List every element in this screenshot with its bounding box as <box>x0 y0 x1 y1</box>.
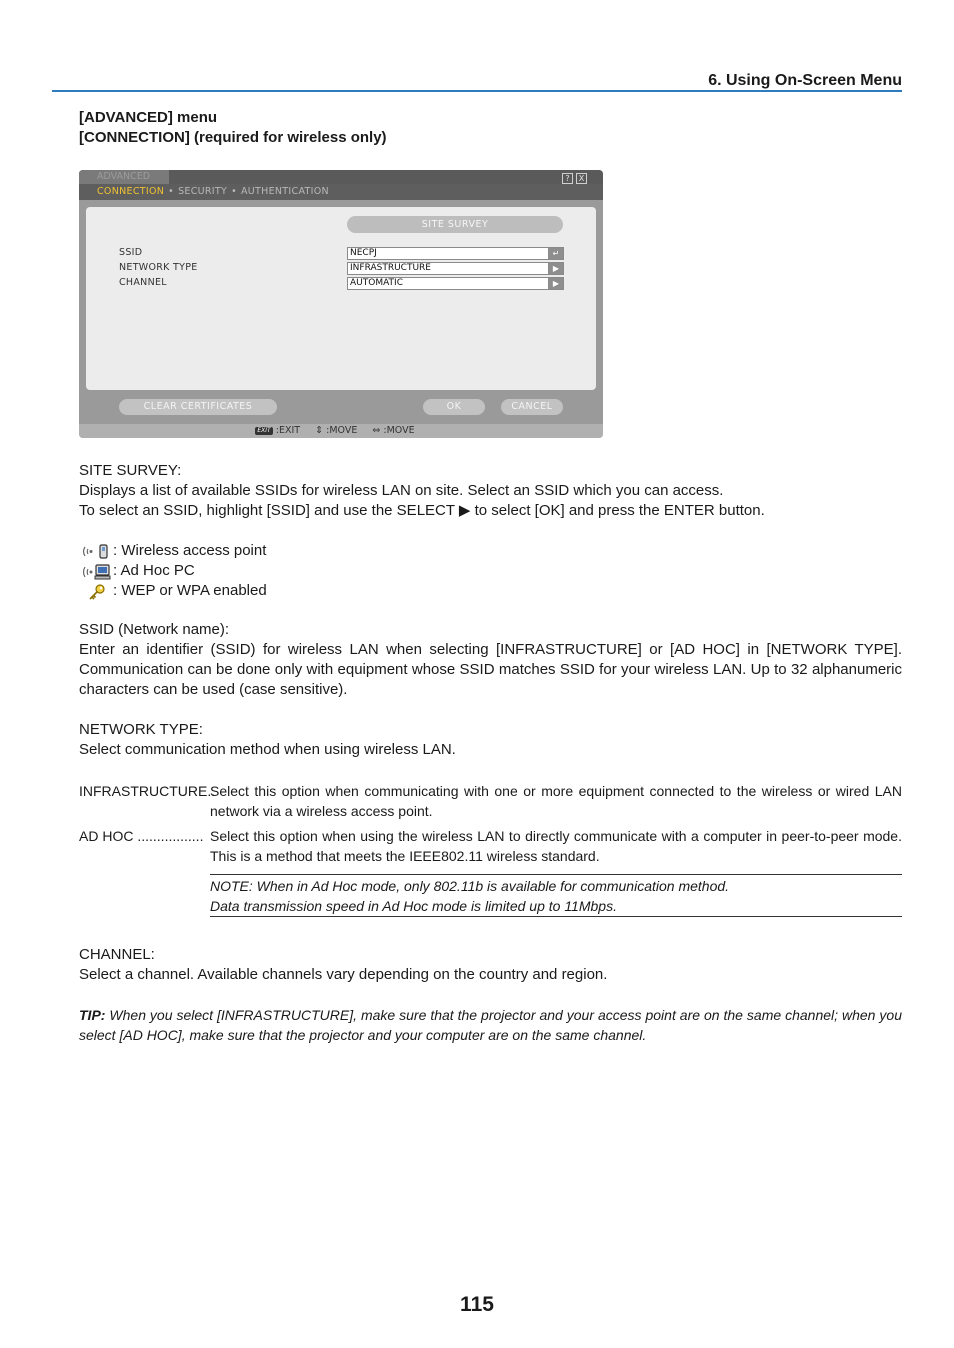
osd-subtab-authentication[interactable]: AUTHENTICATION <box>241 186 329 197</box>
wireless-access-point-icon <box>81 544 111 559</box>
dot-separator-icon: • <box>168 186 175 197</box>
ssid-title: SSID (Network name): <box>79 621 230 638</box>
site-survey-line1: Displays a list of available SSIDs for wireless LAN on site. Select an SSID which you can access. <box>79 482 724 499</box>
osd-subtab-security[interactable]: SECURITY <box>178 186 228 197</box>
osd-connection-menu <box>79 170 603 438</box>
channel-label: CHANNEL <box>119 277 167 288</box>
arrow-right-icon[interactable]: ▶ <box>548 277 564 290</box>
legend-ad-hoc-text: : Ad Hoc PC <box>113 562 195 579</box>
exit-hint: :EXIT <box>275 425 301 436</box>
osd-subtab-connection[interactable]: CONNECTION <box>97 186 165 197</box>
site-survey-line2: To select an SSID, highlight [SSID] and use the SELECT ▶ to select [OK] and press the ENTER button. <box>79 502 765 519</box>
legend-wep-wpa-text: : WEP or WPA enabled <box>113 582 267 599</box>
ok-button[interactable]: OK <box>423 399 485 415</box>
osd-subtab-bar <box>79 184 603 200</box>
section-title: 6. Using On-Screen Menu <box>708 72 902 89</box>
option-infrastructure-term: INFRASTRUCTURE.. <box>79 783 216 799</box>
heading-connection: [CONNECTION] (required for wireless only) <box>79 129 387 146</box>
ad-hoc-pc-icon <box>81 564 111 580</box>
dot-separator-icon: • <box>231 186 237 197</box>
option-ad-hoc-desc: Select this option when using the wireless LAN to directly communicate with a computer in peer-to-peer mode. This is a method that meets the IEEE802.11 wireless standard. <box>210 828 902 864</box>
close-icon[interactable]: X <box>576 173 587 184</box>
tip-text: When you select [INFRASTRUCTURE], make sure that the projector and your access point are on the same channel; when you select [AD HOC], make sure that the projector and your computer are on the same channel. <box>79 1007 902 1043</box>
ad-hoc-note <box>210 874 902 917</box>
enter-icon[interactable]: ↵ <box>548 247 564 260</box>
legend-row-ad-hoc <box>79 561 379 581</box>
note-line1: NOTE: When in Ad Hoc mode, only 802.11b is available for communication method. <box>210 878 730 894</box>
arrow-right-icon[interactable]: ▶ <box>548 262 564 275</box>
option-infrastructure-desc: Select this option when communicating with one or more equipment connected to the wireless or wired LAN network via a wireless access point. <box>210 783 902 819</box>
osd-status-bar <box>79 424 603 438</box>
site-survey-button[interactable]: SITE SURVEY <box>347 216 563 233</box>
ssid-body: Enter an identifier (SSID) for wireless LAN when selecting [INFRASTRUCTURE] or [AD HOC] in [NETWORK TYPE]. Communication can be done only with equipment whose SSID matches SSID for your wireless LAN. Up to 32 alphanumeric characters can be used (case sensitive). <box>79 641 902 698</box>
header-rule <box>52 90 902 92</box>
network-type-label: NETWORK TYPE <box>119 262 198 273</box>
updown-arrow-icon: ⇕ <box>315 425 324 436</box>
ssid-field[interactable]: NECPJ <box>347 247 551 260</box>
note-line2: Data transmission speed in Ad Hoc mode is limited up to 11Mbps. <box>210 898 617 914</box>
channel-body: Select a channel. Available channels vary depending on the country and region. <box>79 966 608 983</box>
osd-tab-advanced[interactable]: ADVANCED <box>79 170 169 184</box>
move-horizontal-hint: :MOVE <box>383 425 415 436</box>
page-number: 115 <box>460 1293 494 1316</box>
network-type-title: NETWORK TYPE: <box>79 721 203 738</box>
option-ad-hoc-term: AD HOC ................. <box>79 828 204 844</box>
tip-label: TIP: <box>79 1007 106 1023</box>
channel-field[interactable]: AUTOMATIC <box>347 277 551 290</box>
help-icon[interactable]: ? <box>562 173 573 184</box>
exit-key-icon: EXIT <box>257 427 271 434</box>
clear-certificates-button[interactable]: CLEAR CERTIFICATES <box>119 399 277 415</box>
osd-content-panel <box>86 207 596 390</box>
site-survey-title: SITE SURVEY: <box>79 462 182 479</box>
heading-advanced-menu: [ADVANCED] menu <box>79 109 218 126</box>
ssid-label: SSID <box>119 247 143 258</box>
network-type-body: Select communication method when using wireless LAN. <box>79 741 456 758</box>
legend-row-wep-wpa <box>79 581 379 601</box>
cancel-button[interactable]: CANCEL <box>501 399 563 415</box>
legend-row-access-point <box>79 541 379 561</box>
network-type-field[interactable]: INFRASTRUCTURE <box>347 262 551 275</box>
move-vertical-hint: :MOVE <box>326 425 358 436</box>
key-icon <box>87 584 107 600</box>
legend-access-point-text: : Wireless access point <box>113 542 267 559</box>
channel-title: CHANNEL: <box>79 946 155 963</box>
leftright-arrow-icon: ⇔ <box>372 425 381 436</box>
tip-paragraph <box>79 1005 902 1045</box>
